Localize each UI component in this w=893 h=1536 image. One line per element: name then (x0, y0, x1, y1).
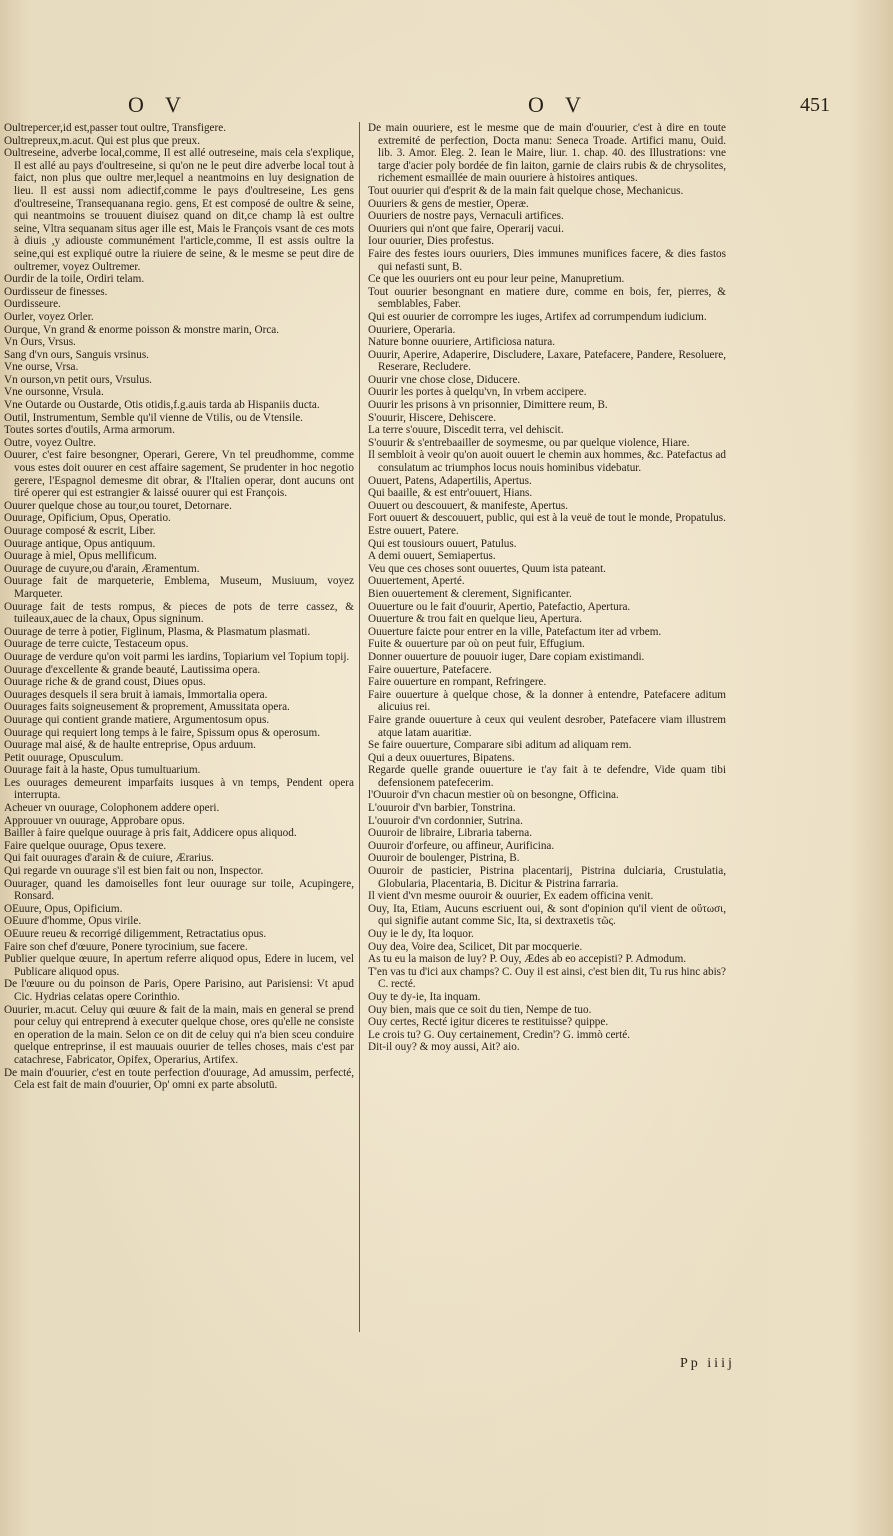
right-column (368, 122, 726, 1054)
dictionary-entry: T'en vas tu d'ici aux champs? C. Ouy il est ainsi, c'est bien dit, Tu rus hinc abis? C. recté. (368, 965, 726, 991)
dictionary-entry: S'ouurir & s'entrebaailler de soymesme, ou par quelque violence, Hiare. (368, 436, 690, 449)
dictionary-entry: Ouurage de terre cuicte, Testaceum opus. (4, 638, 189, 651)
dictionary-entry: Oultreseine, adverbe local,comme, Il est allé outreseine, mais cela s'explique, Il est allé au pays d'oultreseine, si qu'on ne le peut dire adverbe local tout à faict, non plus que oultre mer,lequel a neantmoins en luy designation de lieu. Il est aussi nom adiectif,comme le pays d'oultreseine, Les gens d'oultreseine, Transequanana regio. gens, Et est composé de oultre & seine, qui neantmoins se trouuent diuisez quand on dit,ce champ là est oultre seine, Vltra sequanam situs ager ille est, Mais le François vsant de ces mots à diuis ,y adiouste communément l'article,comme, Il est assis oultre la seine,qui est expliqué outre la riuiere de seine, & le mesme se peut dire de oultremer, voyez Oultremer. (4, 147, 354, 273)
dictionary-entry: De l'œuure ou du poinson de Paris, Opere Parisino, aut Parisiensi: Vt apud Cic. Hydrias celatas opere Corinthio. (4, 978, 354, 1003)
dictionary-entry: Ouuriers & gens de mestier, Operæ. (368, 197, 529, 210)
dictionary-entry: Ouurir les portes à quelqu'vn, In vrbem accipere. (368, 386, 587, 399)
dictionary-entry: Faire ouuerture à quelque chose, & la donner à entendre, Patefacere aditum alicuius rei. (368, 688, 726, 714)
dictionary-entry: Qui a deux ouuertures, Bipatens. (368, 751, 515, 764)
dictionary-entry: Qui est tousiours ouuert, Patulus. (368, 537, 517, 550)
dictionary-entry: Qui est ouurier de corrompre les iuges, Artifex ad corrumpendum iudicium. (368, 310, 707, 323)
dictionary-entry: Ouuroir de pasticier, Pistrina placentarij, Pistrina dulciaria, Crustulatia, Globularia, Placentaria, B. Dicitur & Pistrina farraria. (368, 865, 726, 890)
dictionary-entry: Sang d'vn ours, Sanguis vrsinus. (4, 348, 149, 361)
dictionary-entry: Ouurage fait de tests rompus, & pieces de pots de terre cassez, & tuileaux,auec de la chaux, Opus signinum. (4, 600, 354, 626)
left-column (4, 122, 354, 1092)
dictionary-entry: Ourque, Vn grand & enorme poisson & monstre marin, Orca. (4, 323, 280, 336)
dictionary-entry: OEuure reueu & recorrigé diligemment, Retractatius opus. (4, 928, 267, 940)
dictionary-entry: La terre s'ouure, Discedit terra, vel dehiscit. (368, 424, 564, 437)
dictionary-entry: Ouuriers qui n'ont que faire, Operarij vacui. (368, 222, 564, 235)
dictionary-entry: Ouy certes, Recté igitur diceres te restituisse? quippe. (368, 1016, 609, 1029)
dictionary-entry: Ouy ie le dy, Ita loquor. (368, 928, 474, 940)
dictionary-entry: L'ouuroir d'vn cordonnier, Sutrina. (368, 814, 523, 827)
dictionary-entry: Vne Outarde ou Oustarde, Otis otidis,f.g.auis tarda ab Hispaniis ducta. (4, 399, 320, 412)
dictionary-entry: Ouuerture & trou fait en quelque lieu, Apertura. (368, 613, 583, 626)
dictionary-entry: Qui baaille, & est entr'ouuert, Hians. (368, 487, 533, 500)
dictionary-entry: Ouuerture faicte pour entrer en la ville, Patefactum iter ad vrbem. (368, 625, 662, 638)
dictionary-entry: Ouurir, Aperire, Adaperire, Discludere, Laxare, Patefacere, Pandere, Resoluere, Reserare, Recludere. (368, 348, 726, 374)
dictionary-entry: Oultrepreux,m.acut. Qui est plus que preux. (4, 134, 201, 147)
dictionary-entry: Ouurage composé & escrit, Liber. (4, 525, 156, 537)
dictionary-entry: OEuure, Opus, Opificium. (4, 902, 123, 915)
dictionary-entry: Ouurage fait à la haste, Opus tumultuarium. (4, 764, 201, 777)
dictionary-entry: Petit ouurage, Opusculum. (4, 751, 124, 764)
dictionary-entry: Faire quelque ouurage, Opus texere. (4, 839, 167, 852)
dictionary-entry: Bien ouuertement & clerement, Significanter. (368, 587, 572, 600)
dictionary-entry: Bailler à faire quelque ouurage à pris fait, Addicere opus aliquod. (4, 827, 297, 840)
left-running-title: O V (128, 92, 189, 117)
dictionary-entry: Oultrepercer,id est,passer tout oultre, Transfigere. (4, 122, 226, 134)
dictionary-entry: Estre ouuert, Patere. (368, 525, 459, 537)
dictionary-entry: OEuure d'homme, Opus virile. (4, 915, 142, 928)
dictionary-entry: Ce que les ouuriers ont eu pour leur peine, Manupretium. (368, 273, 625, 286)
dictionary-entry: Ourdisseure. (4, 298, 61, 311)
dictionary-entry: Vne ourse, Vrsa. (4, 361, 79, 374)
dictionary-entry: Ourdir de la toile, Ordiri telam. (4, 273, 145, 286)
dictionary-entry: Faire grande ouuerture à ceux qui veulent desrober, Patefacere viam illustrem atque latam auaritiæ. (368, 713, 726, 739)
dictionary-entry: S'ouurir, Hiscere, Dehiscere. (368, 411, 497, 424)
dictionary-entry: Donner ouuerture de pouuoir iuger, Dare copiam existimandi. (368, 650, 645, 663)
dictionary-entry: As tu eu la maison de luy? P. Ouy, Ædes ab eo accepisti? P. Admodum. (368, 953, 687, 966)
dictionary-entry: Toutes sortes d'outils, Arma armorum. (4, 424, 175, 437)
dictionary-entry: Ouurage de terre à potier, Figlinum, Plasma, & Plasmatum plasmati. (4, 625, 311, 638)
dictionary-entry: Ouurage qui requiert long temps à le faire, Spissum opus & operosum. (4, 726, 320, 739)
dictionary-entry: Ouurage de verdure qu'on voit parmi les iardins, Topiarium vel Topium topij. (4, 650, 350, 663)
dictionary-entry: Ouuroir de boulenger, Pistrina, B. (368, 852, 520, 865)
dictionary-entry: Publier quelque œuure, In apertum referre aliquod opus, Edere in lucem, vel Publicare aliquod opus. (4, 953, 354, 978)
dictionary-entry: Ouurager, quand les damoiselles font leur ouurage sur toile, Acupingere, Ronsard. (4, 877, 354, 903)
dictionary-entry: Ouy, Ita, Etiam, Aucuns escriuent oui, & sont d'opinion qu'il vient de οὕτωσι, qui signifie autant comme Sic, Ita, si dextraxetis τῶς. (368, 902, 726, 928)
dictionary-entry: Ouurage antique, Opus antiquum. (4, 537, 156, 550)
dictionary-entry: Ouuriers de nostre pays, Vernaculi artifices. (368, 210, 564, 223)
dictionary-entry: Regarde quelle grande ouuerture ie t'ay fait à te defendre, Vide quam tibi defensionem patefecerim. (368, 764, 726, 789)
dictionary-entry: Iour ouurier, Dies profestus. (368, 235, 495, 248)
dictionary-entry: Il vient d'vn mesme ouuroir & ouurier, Ex eadem officina venit. (368, 890, 654, 903)
dictionary-entry: l'Ouuroir d'vn chacun mestier où on besongne, Officina. (368, 789, 619, 802)
dictionary-entry: Fort ouuert & descouuert, public, qui est à la veuë de tout le monde, Propatulus. (368, 512, 726, 525)
running-head (0, 92, 893, 122)
dictionary-entry: Il sembloit à veoir qu'on auoit ouuert le chemin aux hommes, &c. Patefactus ad consulatum ac triumphos locus nouis hominibus videbatur. (368, 449, 726, 475)
dictionary-entry: Les ouurages demeurent imparfaits iusques à vn temps, Pendent opera interrupta. (4, 776, 354, 802)
dictionary-entry: Qui fait ouurages d'arain & de cuiure, Ærarius. (4, 852, 214, 865)
dictionary-entry: Faire des festes iours ouuriers, Dies immunes munifices facere, & dies fastos qui nefasti sunt, B. (368, 247, 726, 273)
dictionary-entry: Ouy bien, mais que ce soit du tien, Nempe de tuo. (368, 1003, 592, 1016)
dictionary-entry: Ouurir les prisons à vn prisonnier, Dimittere reum, B. (368, 399, 608, 412)
dictionary-entry: Tout ouurier besongnant en matiere dure, comme en bois, fer, pierres, & semblables, Faber. (368, 285, 726, 311)
dictionary-entry: Ouuert, Patens, Adapertilis, Apertus. (368, 474, 532, 487)
dictionary-entry: Faire ouuerture, Patefacere. (368, 663, 492, 676)
dictionary-entry: Tout ouurier qui d'esprit & de la main fait quelque chose, Mechanicus. (368, 184, 684, 197)
dictionary-entry: Ouurer quelque chose au tour,ou touret, Detornare. (4, 499, 232, 512)
dictionary-entry: Vn ourson,vn petit ours, Vrsulus. (4, 373, 152, 386)
dictionary-entry: Outil, Instrumentum, Semble qu'il vienne de Vtilis, ou de Vtensile. (4, 411, 303, 424)
dictionary-entry: Ouurage riche & de grand coust, Diues opus. (4, 676, 206, 689)
dictionary-entry: Ouurage d'excellente & grande beauté, Lautissima opera. (4, 663, 261, 676)
dictionary-entry: Veu que ces choses sont ouuertes, Quum ista pateant. (368, 562, 606, 575)
dictionary-entry: Ouurage de cuyure,ou d'arain, Æramentum. (4, 562, 200, 575)
dictionary-entry: Ourdisseur de finesses. (4, 285, 108, 298)
dictionary-entry: Ouurer, c'est faire besongner, Operari, Gerere, Vn tel preudhomme, comme vous estes doit ouurer en cest affaire sagement, Se prudenter in hoc negotio gerere, l'Espagnol demesme dit obrar, & l'Italien operar, dont aucuns ont tiré operer qui est estrangier & laissé ouurer qui est François. (4, 449, 354, 500)
dictionary-entry: Ourler, voyez Orler. (4, 310, 94, 323)
dictionary-entry: Ouurage qui contient grande matiere, Argumentosum opus. (4, 713, 270, 726)
dictionary-entry: Ouurage, Opificium, Opus, Operatio. (4, 512, 171, 525)
dictionary-entry: Ouuriere, Operaria. (368, 323, 456, 336)
dictionary-entry: Le crois tu? G. Ouy certainement, Credin'? G. immò certé. (368, 1028, 631, 1041)
dictionary-entry: Ouuroir d'orfeure, ou affineur, Aurificina. (368, 839, 555, 852)
dictionary-entry: Ouurage fait de marqueterie, Emblema, Museum, Musiuum, voyez Marqueter. (4, 575, 354, 600)
dictionary-entry: Ouurage mal aisé, & de haulte entreprise, Opus arduum. (4, 739, 256, 752)
signature-mark: Pp iiij (680, 1356, 735, 1371)
dictionary-entry: Fuite & ouuerture par où on peut fuir, Effugium. (368, 638, 585, 651)
dictionary-entry: Vn Ours, Vrsus. (4, 336, 76, 349)
dictionary-entry: Dit-il ouy? & moy aussi, Ait? aio. (368, 1041, 520, 1054)
dictionary-entry: Qui regarde vn ouurage s'il est bien fait ou non, Inspector. (4, 865, 264, 878)
dictionary-entry: Ouuert ou descouuert, & manifeste, Apertus. (368, 499, 569, 512)
dictionary-entry: Ouuerture ou le fait d'ouurir, Apertio, Patefactio, Apertura. (368, 600, 631, 613)
dictionary-entry: De main d'ouurier, c'est en toute perfection d'ouurage, Ad amussim, perfecté, Cela est fait de main d'ouurier, Op' omni ex parte absolutū. (4, 1066, 354, 1092)
dictionary-entry: Ouuertement, Aperté. (368, 575, 465, 588)
column-rule (359, 122, 360, 1332)
dictionary-entry: Ouy dea, Voire dea, Scilicet, Dit par mocquerie. (368, 940, 583, 953)
dictionary-entry: Ouurir vne chose close, Diducere. (368, 373, 521, 386)
dictionary-entry: Ouurier, m.acut. Celuy qui œuure & fait de la main, mais en general se prend pour celuy qui entreprend à executer quelque chose, ores qu'elle ne consiste en operation de la main. Selon ce on dit de celuy qui n'a bien sceu conduire quelque entreprinse, il est mauuais ouurier de telles choses, mais c'est par catachrese, Fabricator, Opifex, Operarius, Artifex. (4, 1003, 354, 1066)
dictionary-entry: Faire ouuerture en rompant, Refringere. (368, 676, 547, 689)
dictionary-entry: Outre, voyez Oultre. (4, 436, 96, 449)
dictionary-entry: Acheuer vn ouurage, Colophonem addere operi. (4, 802, 220, 815)
dictionary-entry: Nature bonne ouuriere, Artificiosa natura. (368, 336, 556, 349)
dictionary-entry: Ouurages desquels il sera bruit à iamais, Immortalia opera. (4, 688, 268, 701)
dictionary-entry: Faire son chef d'œuure, Ponere tyrocinium, sue facere. (4, 940, 248, 953)
dictionary-entry: Ouy te dy-ie, Ita inquam. (368, 990, 481, 1003)
dictionary-entry: Vne oursonne, Vrsula. (4, 386, 104, 399)
page-number: 451 (800, 94, 830, 116)
dictionary-entry: Ouurages faits soigneusement & proprement, Amussitata opera. (4, 701, 290, 714)
dictionary-entry: A demi ouuert, Semiapertus. (368, 550, 496, 563)
dictionary-entry: Ouurage à miel, Opus mellificum. (4, 550, 157, 563)
dictionary-entry: L'ouuroir d'vn barbier, Tonstrina. (368, 802, 516, 815)
right-running-title: O V (528, 92, 589, 117)
dictionary-entry: Ouuroir de libraire, Libraria taberna. (368, 827, 533, 840)
dictionary-entry: Approuuer vn ouurage, Approbare opus. (4, 814, 185, 827)
dictionary-entry: De main ouuriere, est le mesme que de main d'ouurier, c'est à dire en toute extremité de perfection, Docta manu: Seneca Troade. Artifici manu, Ouid. lib. 3. Amor. Eleg. 2. Iean le Maire, liur. 1. chap. 40. des Illustrations: vne targe d'acier poly bordée de fin laiton, garnie de clairs rubis & de chrysolites, richement esmaillée de main ouuriere à histoires antiques. (368, 122, 726, 185)
dictionary-entry: Se faire ouuerture, Comparare sibi aditum ad aliquam rem. (368, 739, 632, 752)
